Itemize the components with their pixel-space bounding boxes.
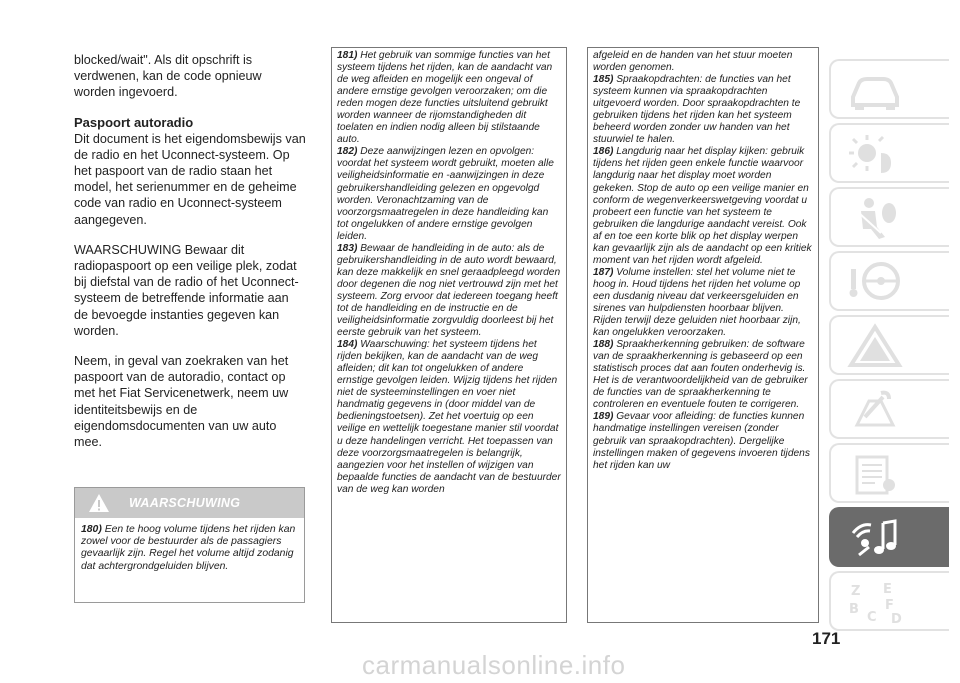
paragraph-passport: Dit document is het eigendomsbewijs van de radio en het Uconnect-systeem. Op het paspoort van de radio staan het model, het serienummer en de geheime code van radio en Uconnect-systeem aangegeven. [74,131,306,227]
note-text: Het gebruik van sommige functies van het systeem tijdens het rijden, kan de aandacht van de weg afleiden en mogelijk een ongeval of andere ernstige gevolgen veroorzaken; om die reden mogen deze functies uitsluitend gebruikt worden wanneer de rijomstandigheden dit toelaten en indien nodig alleen bij stilstaande auto. [337,50,553,146]
watermark: carmanualsonline.info [362,650,626,680]
note-number: 183) [337,242,358,254]
note-number: 180) [81,524,102,535]
note-number: 186) [593,146,614,158]
notes-box-right [587,47,819,623]
data-sheet-icon [845,451,905,497]
dashboard-lights-icon [845,131,905,177]
note-text: Langdurig naar het display kijken: gebruik tijdens het rijden geen enkele functie waarvoor langdurig naar het display moet worden gekeken. Stop de auto op een veilige manier en conform de wegenverkeerswetgeving voordat u probeert een functie van het systeem te gebruiken die langdurige aandacht vereist. Ook af en toe een korte blik op het display werpen kan gevaarlijk zijn als de aandacht op een kritiek moment van het rijden wordt afgeleid. [593,146,812,266]
paragraph-intro: blocked/wait". Als dit opschrift is verdwenen, kan de code opnieuw worden ingevoerd. [74,53,262,100]
svg-text:E: E [883,582,892,597]
paragraph-lost-passport: Neem, in geval van zoekraken van het paspoort van de autoradio, contact op met het Fiat Servicenetwerk, neem uw identiteitsbewijs en de eigendomsdocumenten van uw auto mee. [74,354,289,450]
note-184 [337,339,561,496]
note-183 [337,243,561,339]
warning-title: WAARSCHUWING [129,496,241,510]
note-number: 187) [593,266,614,278]
warning-triangle-icon [845,323,905,369]
alphabet-index-icon [845,579,905,625]
car-icon [845,67,905,113]
svg-text:B: B [849,602,859,617]
tab-dashboard-lights[interactable] [829,123,949,183]
paragraph-warning: WAARSCHUWING Bewaar dit radiopaspoort op een veilige plek, zodat bij diefstal van de radio of het Uconnect-systeem de betreffende informatie aan de bevoegde instanties gegeven kan worden. [74,242,299,338]
note-text: Volume instellen: stel het volume niet te hoog in. Houd tijdens het rijden het volume op een dusdanig niveau dat verkeersgeluiden en sirenes van hulpdiensten hoorbaar blijven. Rijden terwijl deze geluiden niet hoorbaar zijn, kan ongelukken veroorzaken. [593,266,801,339]
note-text: Spraakopdrachten: de functies van het systeem kunnen via spraakopdrachten uitgevoerd worden. Door spraakopdrachten te gebruiken tijdens het rijden kan het systeem beheerd worden zonder uw handen van het stuurwiel te halen. [593,74,801,146]
note-186 [593,146,813,266]
note-184-continued: afgeleid en de handen van het stuur moeten worden genomen. [593,50,793,74]
tab-safety[interactable] [829,187,949,247]
note-number: 181) [337,50,358,61]
multimedia-icon [845,515,905,561]
note-188 [593,339,813,411]
note-189 [593,411,813,471]
tab-maintenance[interactable] [829,379,949,439]
main-text-column [74,52,306,464]
notes-box-left [331,47,567,623]
svg-text:C: C [867,610,877,625]
warning-triangle-icon [75,493,123,513]
note-187 [593,267,813,339]
wrench-car-icon [845,387,905,433]
note-text: Deze aanwijzingen lezen en opvolgen: voordat het systeem wordt gebruikt, moeten alle veiligheidsinformatie en -aanwijzingen in deze gebruikershandleiding gelezen en opgevolgd worden. Veronachtzaming van de voorzorgsmaatregelen in deze handleiding kan tot ongelukken of andere ernstige gevolgen leiden. [337,146,554,242]
svg-text:D: D [891,612,902,625]
note-text: Een te hoog volume tijdens het rijden kan zowel voor de bestuurder als de passagiers gevaarlijk zijn. Regel het volume altijd zodanig dat achtergrondgeluiden blijven. [81,524,296,572]
airbag-seatbelt-icon [845,195,905,241]
tab-emergency[interactable] [829,315,949,375]
note-number: 188) [593,339,614,351]
note-number: 182) [337,146,358,158]
note-text: Gevaar voor afleiding: de functies kunnen handmatige instellingen vereisen (zonder gebruik van spraakopdrachten). Dergelijke instellingen maken of gegevens invoeren tijdens het rijden kan uw [593,411,810,471]
tab-technical-data[interactable] [829,443,949,503]
tab-index[interactable] [829,571,949,631]
tab-car[interactable] [829,59,949,119]
svg-text:F: F [885,598,894,613]
note-181 [337,50,561,146]
note-text: Spraakherkenning gebruiken: de software van de spraakherkenning is gebaseerd op een statistisch proces dat aan fouten onderhevig is. Het is de verantwoordelijkheid van de gebruiker de functies van de spraakherkenning te controleren en eventuele fouten te corrigeren. [593,339,808,411]
warning-text [75,518,304,573]
tab-multimedia[interactable] [829,507,949,567]
page-number: 171 [812,629,841,648]
note-182 [337,146,561,242]
note-185 [593,74,813,146]
note-text: Bewaar de handleiding in de auto: als de gebruikershandleiding in de auto wordt bewaard, kan deze makkelijk en snel geraadpleegd worden door degenen die nog niet vertrouwd zijn met het systeem. Zorg ervoor dat iedereen toegang heeft tot de handleiding en de instructie en de veiligheidsinformatie zorgvuldig doorleest bij het eerste gebruik van het systeem. [337,242,561,339]
note-number: 184) [337,339,358,351]
warning-header [75,488,304,518]
section-heading: Paspoort autoradio [74,114,194,130]
note-number: 185) [593,74,614,86]
steering-wheel-key-icon [845,259,905,305]
warning-box [74,487,305,603]
note-text: Waarschuwing: het systeem tijdens het rijden bekijken, kan de aandacht van de weg afleiden; dit kan tot ongelukken of andere ernstige gevolgen leiden. Wijzig tijdens het rijden niet de systeeminstellingen en voer niet handmatig gegevens in (door middel van de bedieningstoetsen). Zet het voertuig op een veilige en wettelijk toegestane manier stil voordat u deze handelingen verricht. Het toepassen van deze voorzorgsmaatregelen is belangrijk, aangezien voor het instellen of wijzigen van bepaalde functies de aandacht van de bestuurder van de weg kan worden [337,339,561,495]
tab-starting-driving[interactable] [829,251,949,311]
note-number: 189) [593,411,614,423]
svg-text:Z: Z [851,584,861,599]
